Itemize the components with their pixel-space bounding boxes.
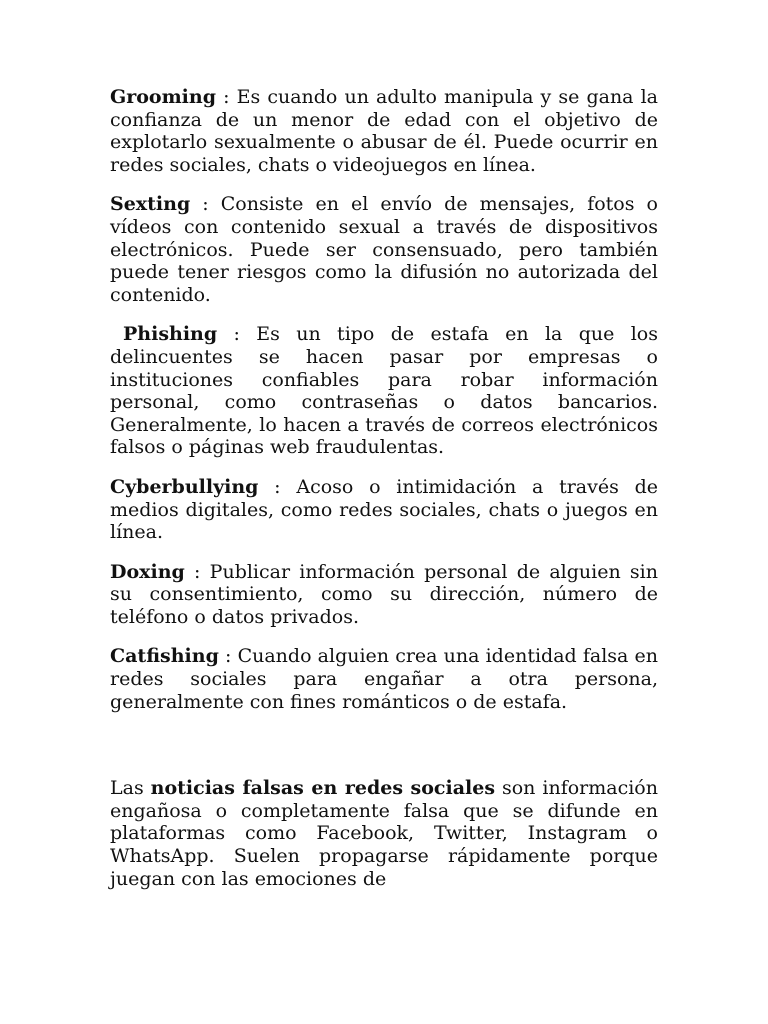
blank-gap: [110, 730, 658, 777]
definition-text-doxing: Publicar información personal de alguien sin su consentimiento, como su dirección, número de teléfono o datos privados.: [110, 560, 658, 628]
fake-news-text: son información engañosa o completamente falsa que se difunde en plataformas como Facebook, Twitter, Instagram o WhatsApp. Suelen propagarse rápidamente porque juegan con las emociones de: [110, 777, 658, 890]
definition-text-sexting: Consiste en el envío de mensajes, fotos o vídeos con contenido sexual a través de dispositivos electrónicos. Puede ser consensuado, pero también puede tener riesgos como la difusión no autorizada del contenido.: [110, 193, 658, 306]
fake-news-lead: Las: [110, 777, 151, 800]
term-sexting: Sexting: [110, 193, 191, 216]
term-fake-news: noticias falsas en redes sociales: [150, 777, 496, 800]
term-catfishing: Catfishing: [110, 645, 219, 668]
term-doxing: Doxing: [110, 560, 185, 583]
separator: :: [218, 645, 238, 668]
document-page: [110, 86, 658, 907]
definition-phishing: [110, 323, 658, 459]
separator: :: [258, 475, 297, 498]
definition-catfishing: [110, 645, 658, 713]
definition-text-catfishing: Cuando alguien crea una identidad falsa en redes sociales para engañar a otra persona, generalmente con fines románticos o de estafa.: [110, 645, 658, 713]
term-cyberbullying: Cyberbullying: [110, 475, 259, 498]
definition-cyberbullying: [110, 476, 658, 544]
separator: :: [217, 323, 257, 346]
term-phishing: Phishing: [123, 323, 218, 346]
definition-grooming: [110, 86, 658, 176]
definition-sexting: [110, 193, 658, 306]
definition-doxing: [110, 561, 658, 629]
definition-text-cyberbullying: Acoso o intimidación a través de medios digitales, como redes sociales, chats o juegos en línea.: [110, 475, 659, 544]
definition-text-phishing: Es un tipo de estafa en la que los delincuentes se hacen pasar por empresas o instituciones confiables para robar información personal, como contraseñas o datos bancarios. Generalmente, lo hacen a través de correos electrónicos falsos o páginas web fraudulentas.: [110, 323, 658, 459]
definition-text-grooming: Es cuando un adulto manipula y se gana la confianza de un menor de edad con el objetivo de explotarlo sexualmente o abusar de él. Puede ocurrir en redes sociales, chats o videojuegos en línea.: [110, 86, 659, 176]
separator: :: [184, 560, 210, 583]
term-grooming: Grooming: [110, 86, 217, 108]
fake-news-paragraph: [110, 777, 658, 890]
separator: :: [190, 193, 221, 216]
separator: :: [216, 86, 237, 108]
